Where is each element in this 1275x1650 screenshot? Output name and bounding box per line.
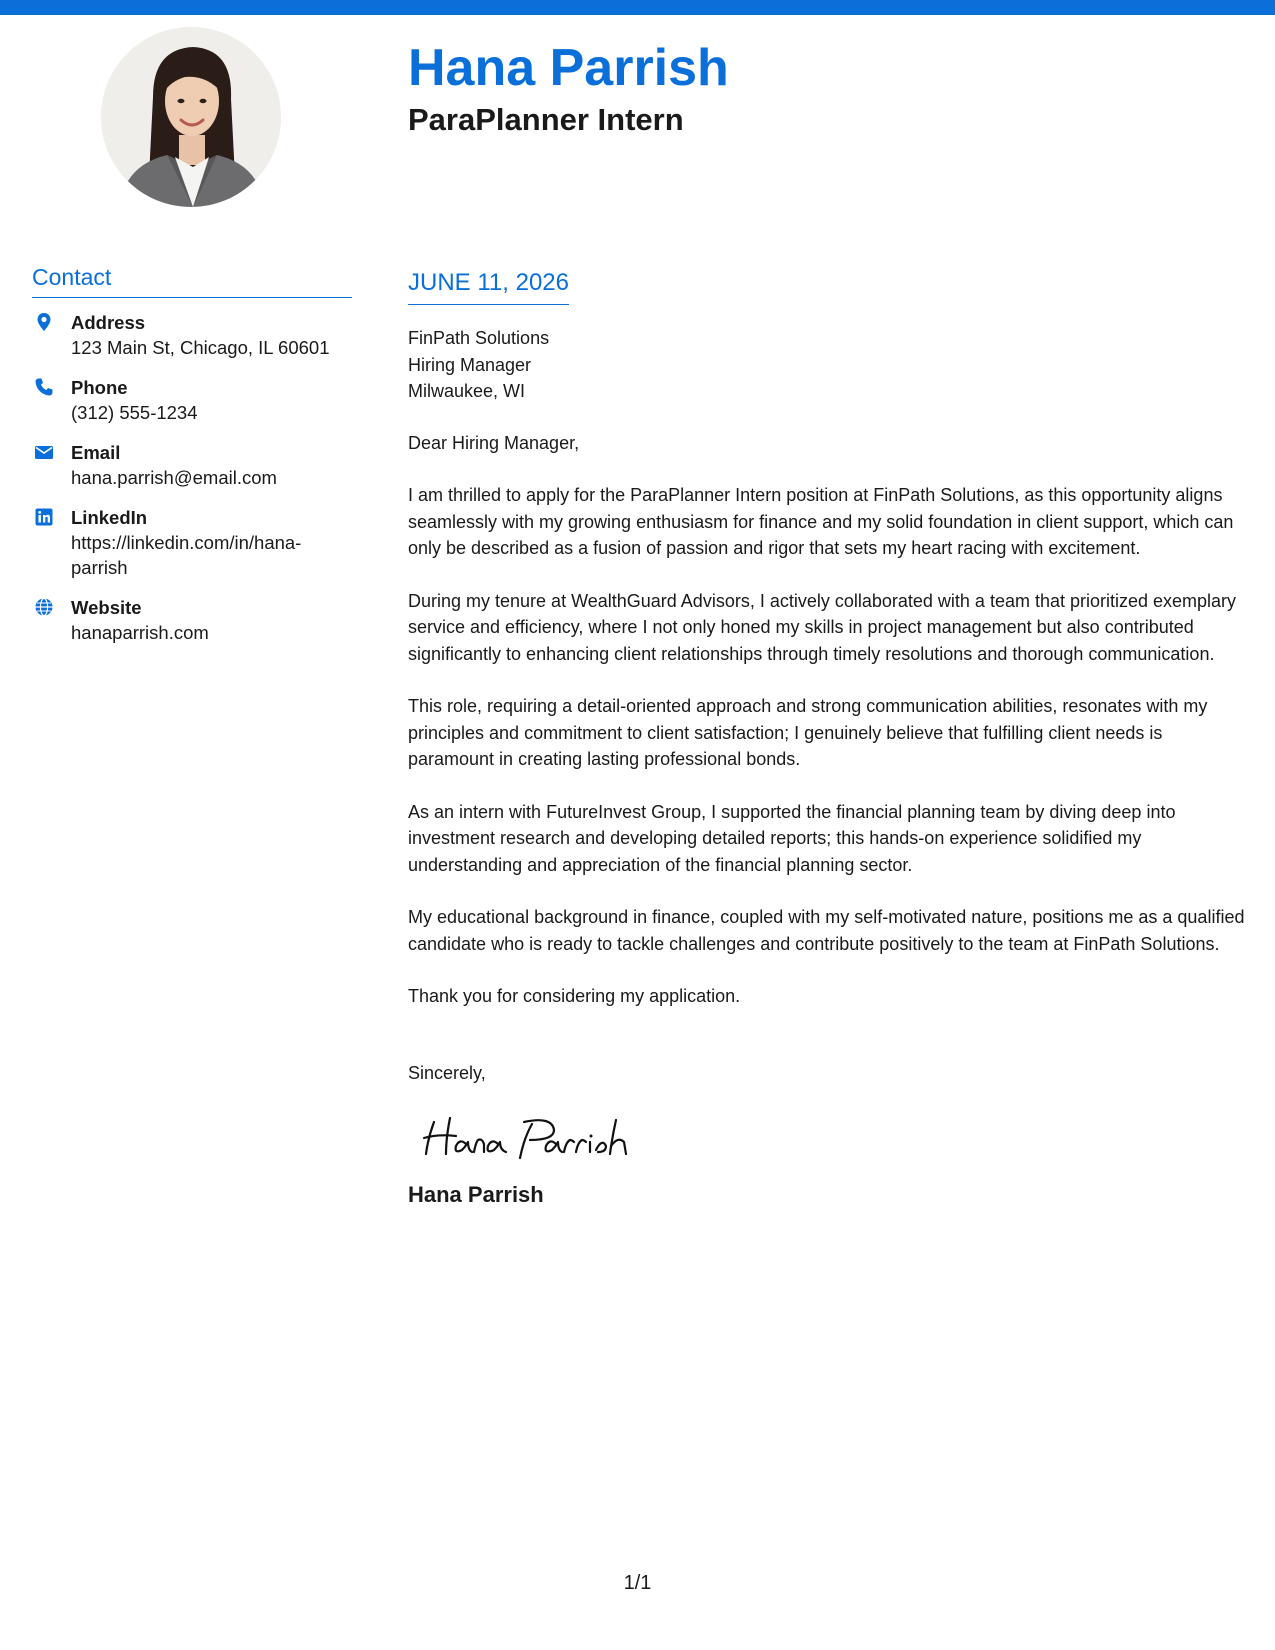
- page-number: 1/1: [623, 1572, 652, 1594]
- contact-email: [32, 440, 352, 490]
- globe-icon: [34, 597, 54, 617]
- closing: Sincerely,: [408, 1062, 486, 1083]
- paragraph: As an intern with FutureInvest Group, I supported the financial planning team by diving deep into investment research and developing detailed reports; this hands-on experience solidified my understanding and appreciation of the financial planning sector.: [408, 801, 1176, 875]
- contact-sidebar: [32, 264, 352, 660]
- handwritten-signature: [420, 1108, 680, 1168]
- contact-label: Website: [71, 597, 142, 618]
- email-icon: [34, 442, 54, 462]
- location-pin-icon: [34, 312, 54, 332]
- address-value: 123 Main St, Chicago, IL 60601: [71, 337, 330, 358]
- contact-address: [32, 310, 352, 360]
- candidate-name: Hana Parrish: [408, 39, 729, 97]
- profile-photo: [101, 27, 281, 207]
- linkedin-icon: [34, 507, 54, 527]
- top-accent-bar: [0, 0, 1275, 15]
- recipient-company: FinPath Solutions: [408, 328, 550, 349]
- contact-linkedin: [32, 505, 352, 580]
- contact-heading: Contact: [32, 264, 352, 298]
- letter-date: JUNE 11, 2026: [408, 270, 569, 305]
- contact-label: LinkedIn: [71, 507, 148, 528]
- paragraph: Thank you for considering my application.: [408, 986, 741, 1007]
- paragraph: My educational background in finance, coupled with my self-motivated nature, positions me as a qualified candidate who is ready to tackle challenges and contribute positively to the team at FinPath Solutions.: [408, 907, 1245, 954]
- contact-label: Phone: [71, 377, 128, 398]
- email-value[interactable]: hana.parrish@email.com: [71, 467, 277, 488]
- recipient-location: Milwaukee, WI: [408, 381, 526, 402]
- paragraph: This role, requiring a detail-oriented approach and strong communication abilities, resonates with my principles and commitment to client satisfaction; I genuinely believe that fulfilling client needs is paramount in creating lasting professional bonds.: [408, 696, 1208, 770]
- job-title: ParaPlanner Intern: [408, 102, 684, 137]
- recipient-title: Hiring Manager: [408, 354, 532, 375]
- letter-body: [408, 270, 1253, 1208]
- contact-label: Address: [71, 312, 146, 333]
- signed-name: Hana Parrish: [408, 1182, 544, 1208]
- paragraph: During my tenure at WealthGuard Advisors, I actively collaborated with a team that prioritized exemplary service and efficiency, where I not only honed my skills in project management but also contributed significantly to enhancing client relationships through timely resolutions and thorough communication.: [408, 590, 1237, 664]
- recipient-block: [408, 325, 1253, 405]
- contact-website: [32, 595, 352, 645]
- paragraph: I am thrilled to apply for the ParaPlanner Intern position at FinPath Solutions, as this opportunity aligns seamlessly with my growing enthusiasm for finance and my solid foundation in client support, which can only be described as a fusion of passion and rigor that sets my heart racing with excitement.: [408, 485, 1234, 559]
- contact-label: Email: [71, 442, 121, 463]
- linkedin-value[interactable]: https://linkedin.com/in/hana-parrish: [71, 532, 302, 578]
- phone-icon: [34, 377, 54, 397]
- salutation: Dear Hiring Manager,: [408, 432, 580, 453]
- website-value[interactable]: hanaparrish.com: [71, 622, 209, 643]
- contact-phone: [32, 375, 352, 425]
- phone-value: (312) 555-1234: [71, 402, 198, 423]
